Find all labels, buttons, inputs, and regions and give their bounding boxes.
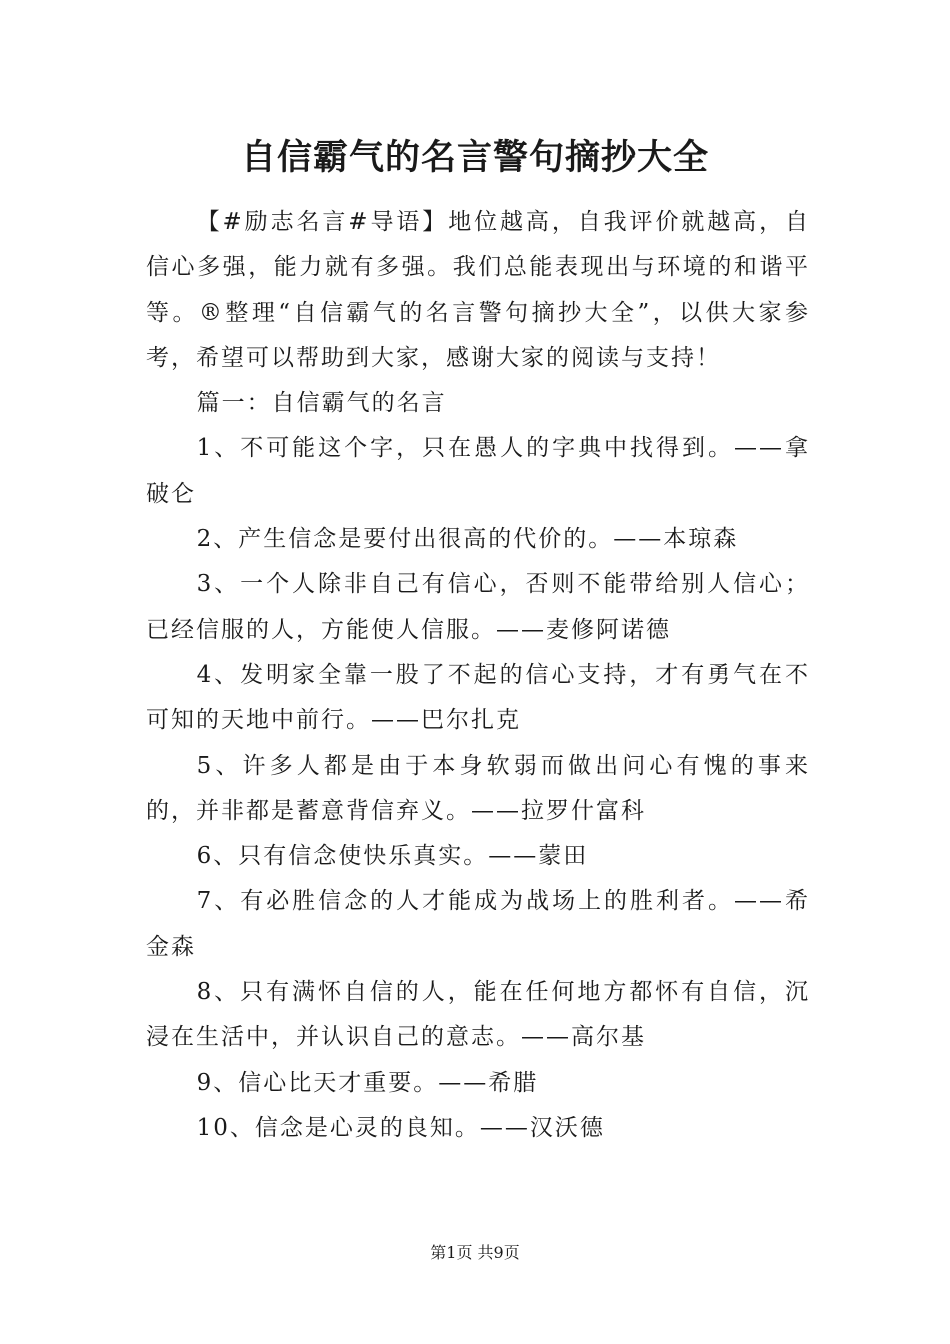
intro-paragraph: 【#励志名言#导语】地位越高，自我评价就越高，自信心多强，能力就有多强。我们总能表现出与环境的和谐平等。®整理“自信霸气的名言警句摘抄大全”，以供大家参考，希望可以帮助到大家，感谢大家的阅读与支持！ — [146, 209, 810, 371]
quote-item: 5、许多人都是由于本身软弱而做出问心有愧的事来的，并非都是蓄意背信弃义。——拉罗什富科 — [146, 752, 810, 824]
quote-item: 6、只有信念使快乐真实。——蒙田 — [196, 843, 589, 870]
quote-item: 8、只有满怀自信的人，能在任何地方都怀有自信，沉浸在生活中，并认识自己的意志。——高尔基 — [146, 979, 810, 1051]
quote-item: 9、信心比天才重要。——希腊 — [196, 1069, 539, 1096]
quote-item: 7、有必胜信念的人才能成为战场上的胜利者。——希金森 — [146, 888, 810, 960]
quote-item: 1、不可能这个字，只在愚人的字典中找得到。——拿破仑 — [146, 435, 810, 507]
document-title: 自信霸气的名言警句摘抄大全 — [240, 137, 709, 178]
quote-item: 3、一个人除非自己有信心，否则不能带给别人信心；已经信服的人，方能使人信服。——麦修阿诺德 — [146, 571, 810, 643]
quote-item: 2、产生信念是要付出很高的代价的。——本琼森 — [196, 526, 739, 553]
section-heading: 篇一：自信霸气的名言 — [196, 390, 447, 417]
quote-item: 4、发明家全靠一股了不起的信心支持，才有勇气在不可知的天地中前行。——巴尔扎克 — [146, 661, 810, 734]
quote-item: 10、信念是心灵的良知。——汉沃德 — [196, 1114, 605, 1141]
document-body — [146, 200, 810, 1151]
page-number-footer: 第1页 共9页 — [430, 1243, 520, 1262]
